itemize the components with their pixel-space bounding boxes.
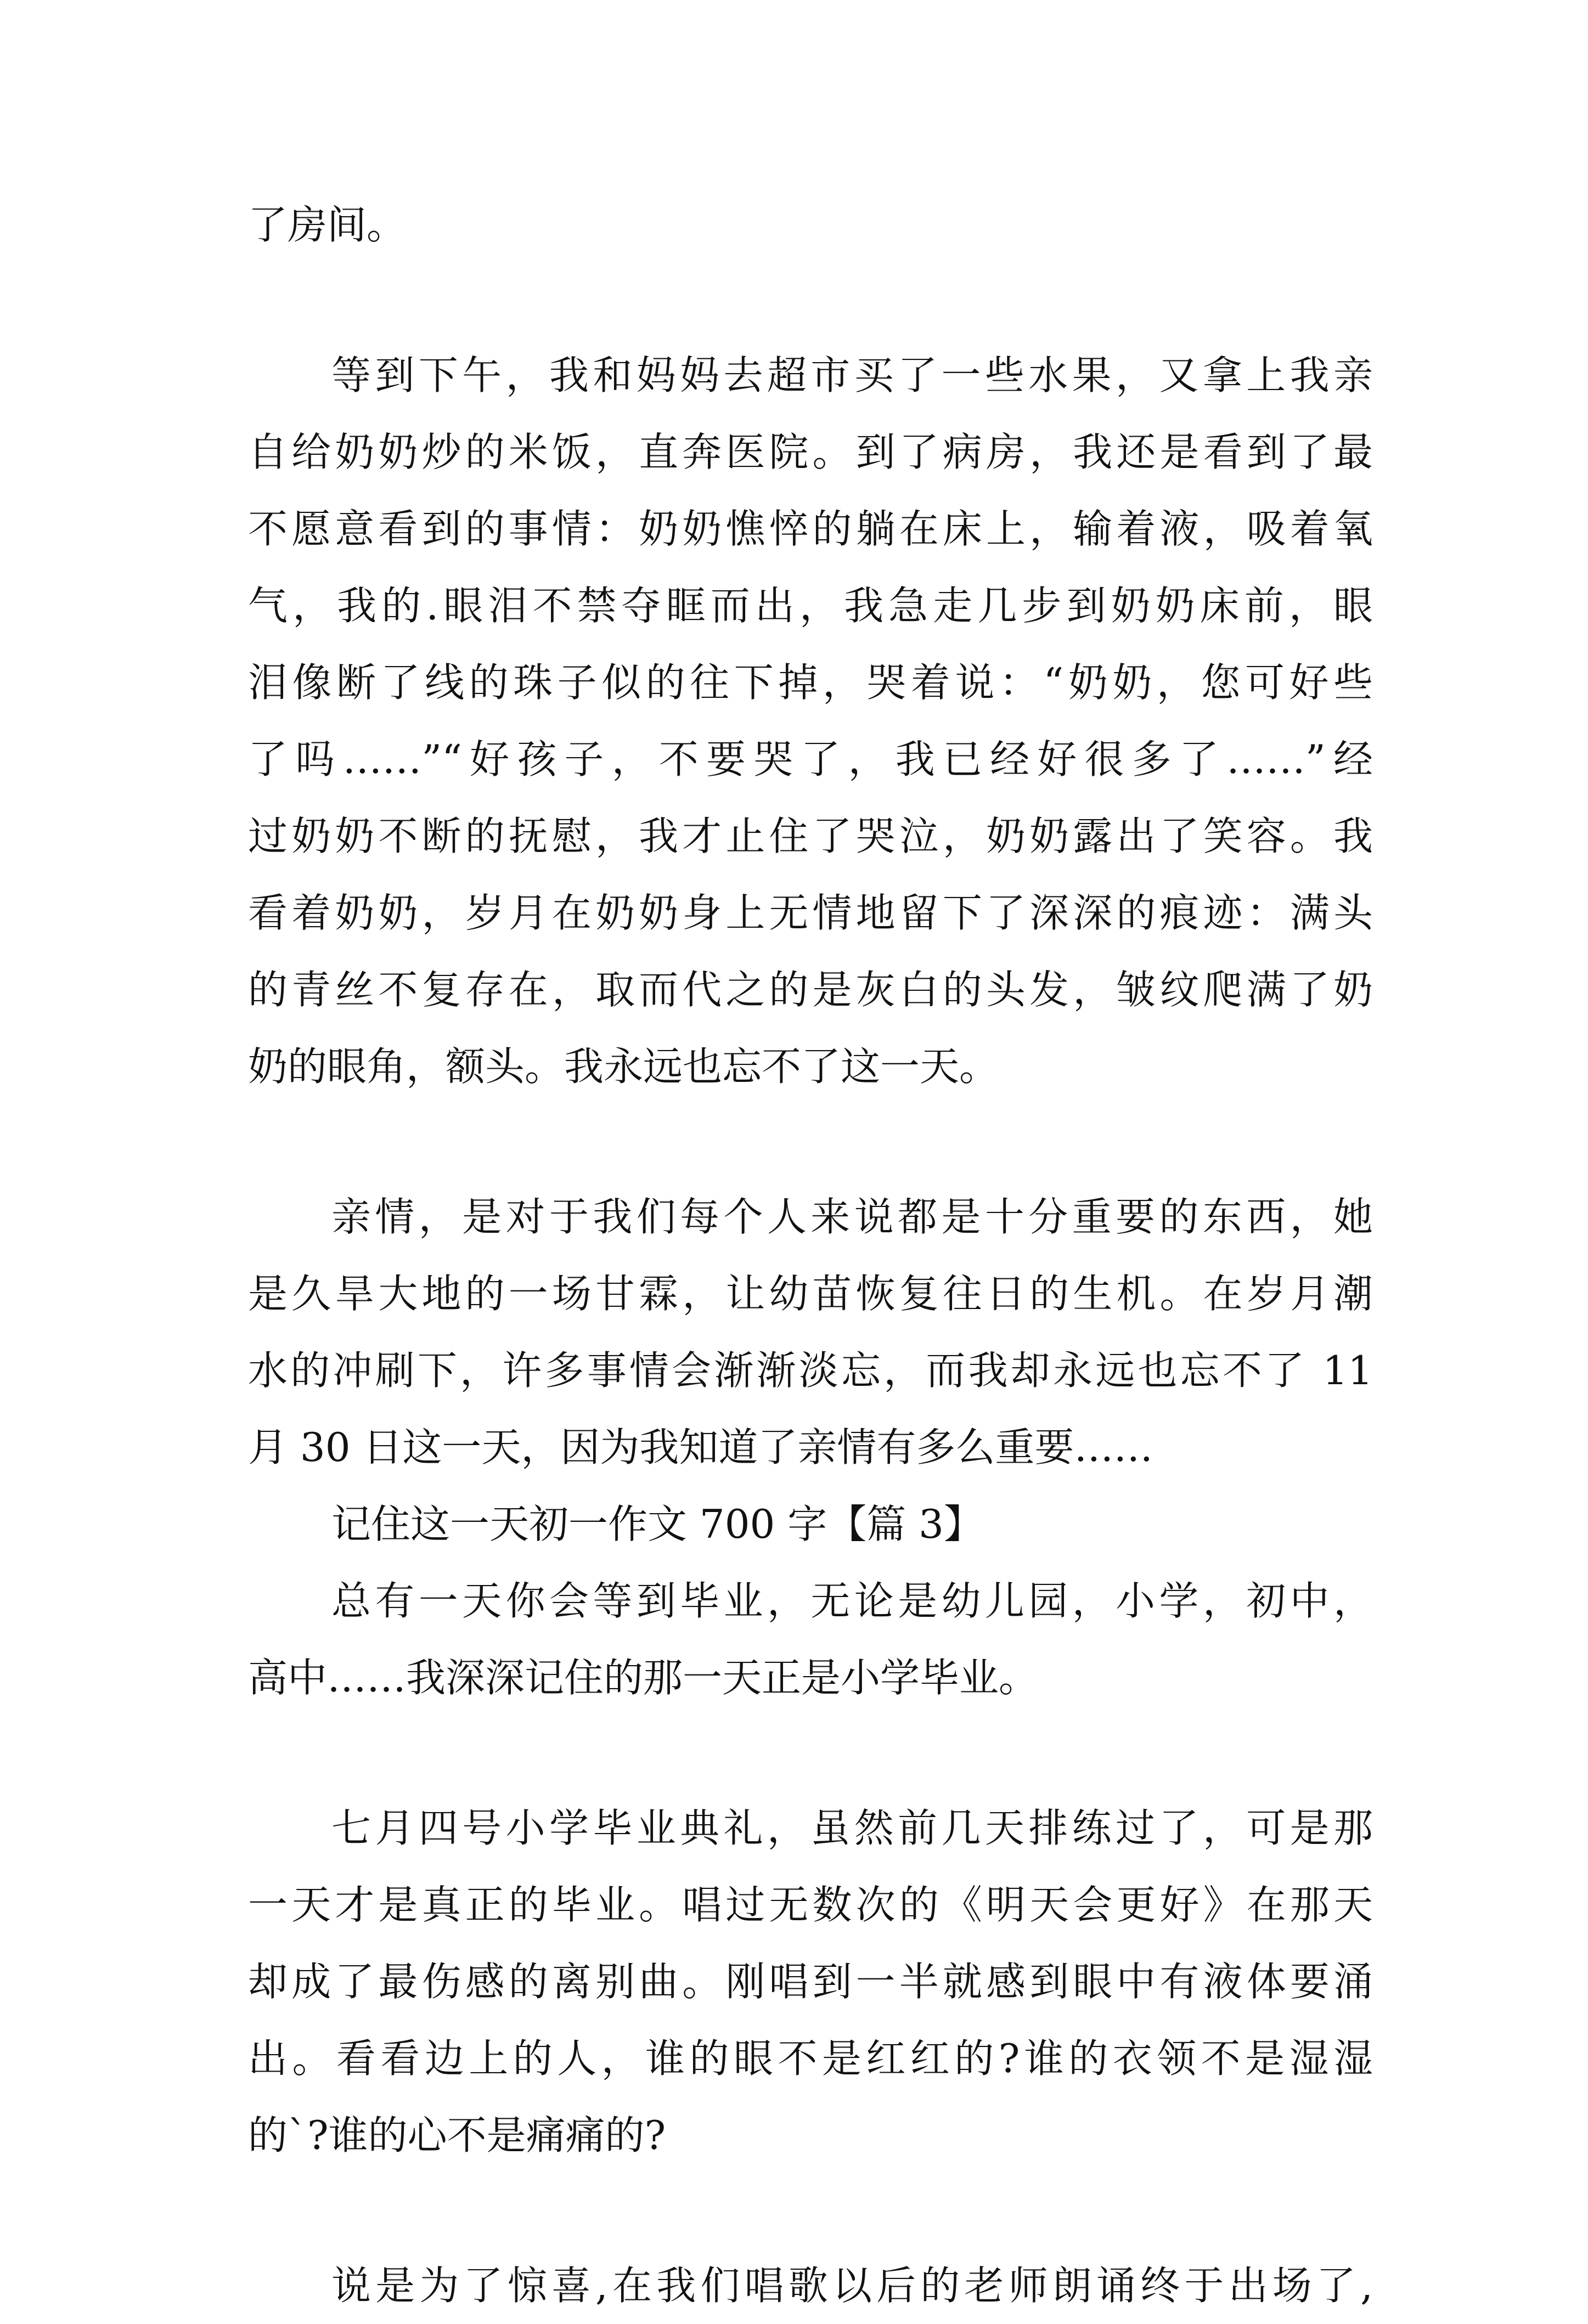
text-line: 一天才是真正的毕业。唱过无数次的《明天会更好》在那天	[248, 1882, 1373, 1928]
text-line: 自给奶奶炒的米饭，直奔医院。到了病房，我还是看到了最	[248, 429, 1373, 475]
paragraph	[248, 1178, 1373, 1486]
text-line: 不愿意看到的事情：奶奶憔悴的躺在床上，输着液，吸着氧	[248, 506, 1373, 552]
text-line: 说是为了惊喜,在我们唱歌以后的老师朗诵终于出场了,	[331, 2263, 1373, 2309]
text-line: 奶的眼角，额头。我永远也忘不了这一天。	[248, 1043, 999, 1090]
text-line: 的`?谁的心不是痛痛的?	[248, 2112, 666, 2158]
paragraph	[248, 2247, 1373, 2324]
paragraph	[248, 337, 1373, 1105]
text-line: 过奶奶不断的抚慰，我才止住了哭泣，奶奶露出了笑容。我	[248, 813, 1373, 859]
text-line: 气，我的.眼泪不禁夺眶而出，我急走几步到奶奶床前，眼	[248, 583, 1373, 629]
text-line: 七月四号小学毕业典礼，虽然前几天排练过了，可是那	[331, 1805, 1373, 1851]
text-line: 出。看看边上的人，谁的眼不是红红的?谁的衣领不是湿湿	[248, 2035, 1373, 2082]
text-line: 看着奶奶，岁月在奶奶身上无情地留下了深深的痕迹：满头	[248, 890, 1373, 936]
paragraph	[248, 1790, 1373, 2174]
section-heading	[248, 1486, 1373, 1563]
text-line: 高中……我深深记住的那一天正是小学毕业。	[248, 1655, 1039, 1701]
text-line: 总有一天你会等到毕业，无论是幼儿园，小学，初中，	[331, 1578, 1373, 1624]
paragraph	[248, 187, 1373, 263]
text-line: 泪像断了线的珠子似的往下掉，哭着说：“奶奶，您可好些	[248, 659, 1373, 706]
text-line: 了吗……”“好孩子，不要哭了，我已经好很多了……”经	[248, 736, 1373, 782]
text-line: 水的冲刷下，许多事情会渐渐淡忘，而我却永远也忘不了 11	[248, 1347, 1373, 1394]
paragraph	[248, 1563, 1373, 1716]
text-line: 等到下午，我和妈妈去超市买了一些水果，又拿上我亲	[331, 352, 1373, 398]
text-line: 是久旱大地的一场甘霖，让幼苗恢复往日的生机。在岁月潮	[248, 1271, 1373, 1317]
text-line: 了房间。	[248, 202, 407, 248]
text-line: 月 30 日这一天，因为我知道了亲情有多么重要……	[248, 1424, 1153, 1470]
document-body	[248, 187, 1373, 2324]
text-line: 亲情，是对于我们每个人来说都是十分重要的东西，她	[331, 1194, 1373, 1240]
heading-text: 记住这一天初一作文 700 字【篇 3】	[331, 1501, 983, 1547]
text-line: 却成了最伤感的离别曲。刚唱到一半就感到眼中有液体要涌	[248, 1959, 1373, 2005]
text-line: 的青丝不复存在，取而代之的是灰白的头发，皱纹爬满了奶	[248, 967, 1373, 1013]
